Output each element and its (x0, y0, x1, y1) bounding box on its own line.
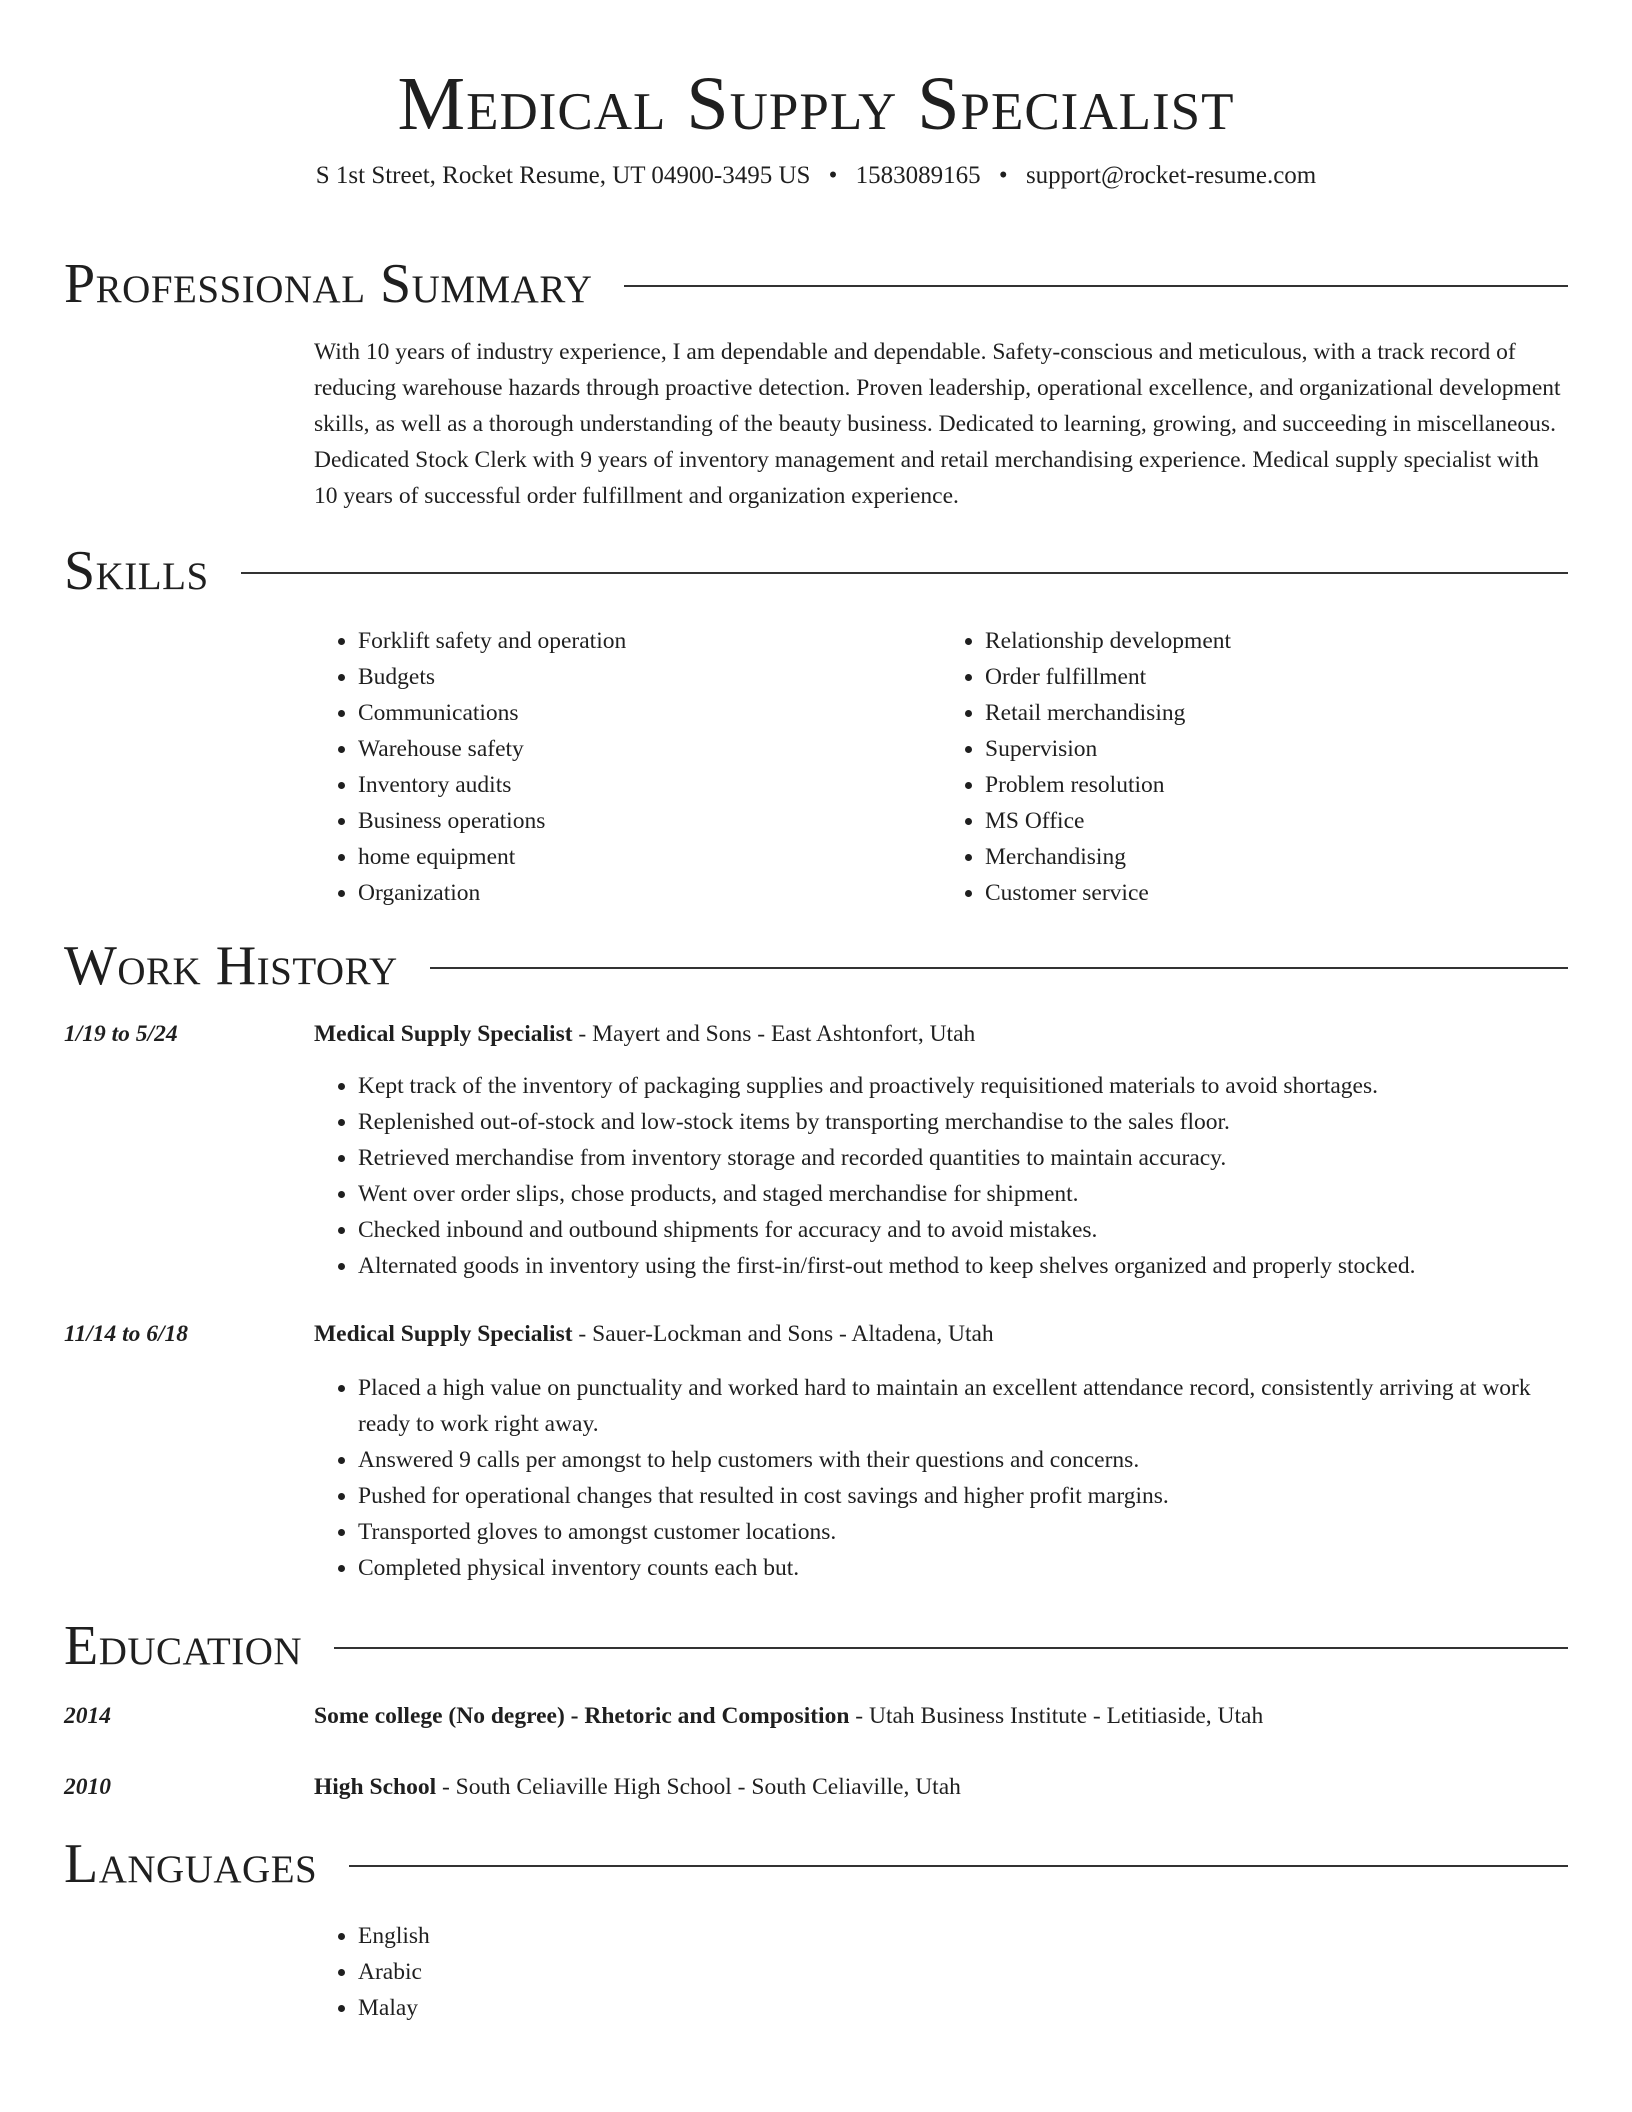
education-degree: High School (314, 1774, 437, 1800)
education-details: - Utah Business Institute - Letitiaside, Utah (849, 1703, 1264, 1729)
skill-item: • Organization (358, 875, 941, 911)
job-bullet: • Replenished out-of-stock and low-stock items by transporting merchandise to the sales floor. (358, 1104, 1568, 1140)
contact-email: support@rocket-resume.com (1025, 162, 1317, 189)
job-title-line (314, 1316, 1568, 1352)
job-main (314, 1316, 1568, 1586)
skill-item: • Problem resolution (985, 767, 1568, 803)
contact-separator: • (998, 162, 1008, 189)
contact-phone: 1583089165 (855, 162, 981, 189)
job-bullets (314, 1068, 1568, 1284)
section-header (64, 1832, 1568, 1896)
section-title-summary: Professional Summary (64, 253, 593, 315)
section-title-education: Education (64, 1615, 303, 1677)
section-title-skills: Skills (64, 540, 209, 602)
contact-separator: • (828, 162, 838, 189)
skill-item: • Customer service (985, 875, 1568, 911)
skills-list-left (314, 623, 941, 911)
summary-text: With 10 years of industry experience, I am dependable and dependable. Safety-conscious and meticulous, with a track record of reducing warehouse hazards through proactive detection. Proven leadership, operational excellence, and organizational development skills, as well as a thorough understanding of the beauty business. Dedicated to learning, growing, and succeeding in miscellaneous. Dedicated Stock Clerk with 9 years of inventory management and retail merchandising experience. Medical supply specialist with 10 years of successful order fulfillment and organization experience. (314, 339, 1561, 509)
section-divider (349, 1865, 1568, 1867)
skill-item: • MS Office (985, 803, 1568, 839)
section-divider (430, 967, 1568, 969)
skill-item: • Forklift safety and operation (358, 623, 941, 659)
job-role: Medical Supply Specialist (314, 1321, 573, 1347)
contact-line (0, 158, 1632, 194)
education-details: - South Celiaville High School - South Celiaville, Utah (436, 1774, 961, 1800)
job-details: - Sauer-Lockman and Sons - Altadena, Utah (572, 1321, 994, 1347)
skill-item: • Retail merchandising (985, 695, 1568, 731)
job-bullets (314, 1370, 1568, 1586)
education-entry (64, 1698, 1568, 1734)
section-divider (334, 1647, 1568, 1649)
job-bullet: • Kept track of the inventory of packaging supplies and proactively requisitioned materials to avoid shortages. (358, 1068, 1568, 1104)
section-header (64, 1614, 1568, 1678)
skills-section (64, 539, 1568, 911)
job-role: Medical Supply Specialist (314, 1021, 573, 1047)
languages-section (64, 1832, 1568, 2026)
skill-item: • Inventory audits (358, 767, 941, 803)
job-bullet: • Completed physical inventory counts each but. (358, 1550, 1568, 1586)
job-bullet: • Checked inbound and outbound shipments for accuracy and to avoid mistakes. (358, 1212, 1568, 1248)
section-title-languages: Languages (64, 1833, 318, 1895)
candidate-name: Medical Supply Specialist (397, 62, 1235, 146)
skills-grid (314, 623, 1568, 911)
job-bullet: • Pushed for operational changes that resulted in cost savings and higher profit margins. (358, 1478, 1568, 1514)
summary-section (64, 252, 1568, 514)
job-bullet: • Alternated goods in inventory using the first-in/first-out method to keep shelves organized and properly stocked. (358, 1248, 1568, 1284)
job-title-line (314, 1016, 1568, 1052)
job-details: - Mayert and Sons - East Ashtonfort, Utah (572, 1021, 976, 1047)
skill-item: • Merchandising (985, 839, 1568, 875)
summary-body (314, 334, 1568, 514)
language-item: • English (358, 1918, 1568, 1954)
skill-item: • Relationship development (985, 623, 1568, 659)
education-year: 2014 (64, 1703, 111, 1729)
skills-list-right (941, 623, 1568, 911)
job-dates: 1/19 to 5/24 (64, 1021, 178, 1047)
job-bullet: • Answered 9 calls per amongst to help customers with their questions and concerns. (358, 1442, 1568, 1478)
languages-body (314, 1918, 1568, 2026)
section-header (64, 539, 1568, 603)
skill-item: • Budgets (358, 659, 941, 695)
job-bullet: • Went over order slips, chose products, and staged merchandise for shipment. (358, 1176, 1568, 1212)
job-entry (64, 1316, 1568, 1586)
skills-body (314, 623, 1568, 911)
education-year: 2010 (64, 1774, 111, 1800)
job-bullet: • Transported gloves to amongst customer locations. (358, 1514, 1568, 1550)
education-main (314, 1698, 1568, 1734)
skill-item: • Communications (358, 695, 941, 731)
language-item: • Malay (358, 1990, 1568, 2026)
skill-item: • Warehouse safety (358, 731, 941, 767)
skill-item: • Order fulfillment (985, 659, 1568, 695)
education-main (314, 1769, 1568, 1805)
job-bullet: • Placed a high value on punctuality and worked hard to maintain an excellent attendance record, consistently arriving at work ready to work right away. (358, 1370, 1568, 1442)
job-bullet: • Retrieved merchandise from inventory storage and recorded quantities to maintain accuracy. (358, 1140, 1568, 1176)
section-title-work: Work History (64, 935, 398, 997)
section-header (64, 252, 1568, 316)
job-dates: 11/14 to 6/18 (64, 1321, 189, 1347)
language-item: • Arabic (358, 1954, 1568, 1990)
section-divider (624, 285, 1568, 287)
work-section (64, 934, 1568, 1586)
job-entry (64, 1016, 1568, 1284)
skill-item: • Business operations (358, 803, 941, 839)
education-degree: Some college (No degree) - Rhetoric and Composition (314, 1703, 850, 1729)
languages-list (314, 1918, 1568, 2026)
contact-address: S 1st Street, Rocket Resume, UT 04900-3495 US (315, 162, 811, 189)
section-divider (241, 572, 1568, 574)
section-header (64, 934, 1568, 998)
skill-item: • home equipment (358, 839, 941, 875)
education-section (64, 1614, 1568, 1805)
skill-item: • Supervision (985, 731, 1568, 767)
job-main (314, 1016, 1568, 1284)
education-entry (64, 1769, 1568, 1805)
